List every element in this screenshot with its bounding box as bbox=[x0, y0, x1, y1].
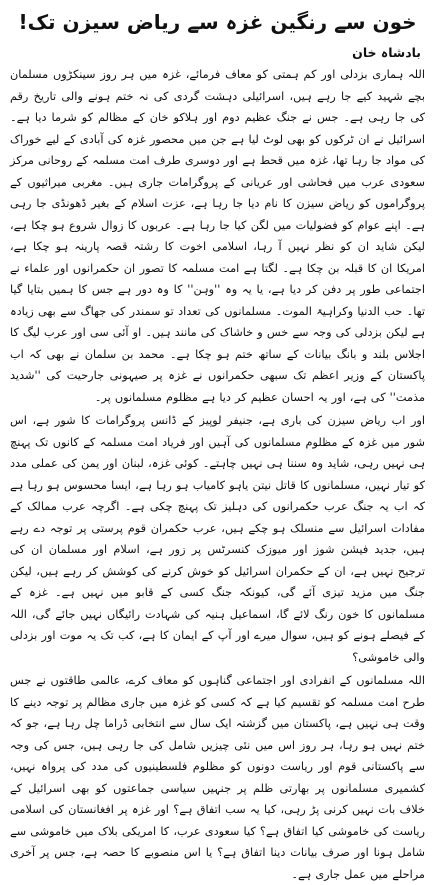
article-paragraph-3: اللہ مسلمانوں کے انفرادی اور اجتماعی گناہوں کو معاف کرے، عالمی طاقتوں نے جس طرح امت مسلمہ کو تقسیم کیا ہے کہ کسی کو غزہ میں جاری مظالم پر توجہ دینے کا وقت ہی نہیں ہے، پاکستان میں گزشتہ ایک سال سے انتخابی ڈراما چل رہا ہے، جو کہ ختم نہیں ہو رہا، ہر روز اس میں نئی چیزیں شامل کی جا رہی ہیں، جس کی وجہ سے پاکستانی قوم اور ریاست دونوں کو مظلوم فلسطینیوں کی مدد کی پرواہ نہیں، کشمیری مسلمانوں پر بھارتی ظلم پر جنہیں سیاسی جماعتوں کو بھی اسرائیل کے خلاف بات نہیں کرنی پڑ رہی، کیا یہ سب اتفاق ہے؟ اور غزہ پر افغانستان کی اسلامی ریاست کی خاموشی کیا اتفاق ہے؟ کیا سعودی عرب، کا امریکی بلاک میں خاموشی سے شامل ہونا اور صرف بیانات دینا اتفاق ہے؟ یا اس منصوبے کا حصہ ہے، جس پر آخری مراحلے میں عمل جاری ہے۔ bbox=[10, 674, 425, 881]
article-paragraph-1: اللہ ہماری بزدلی اور کم ہمتی کو معاف فرمائے، غزہ میں ہر روز سینکڑوں مسلمان بچے شہید کیے جا رہے ہیں، اسرائیلی دہشت گردی کی نہ ختم ہونے والی تاریخ رقم کی جا رہی ہے۔ جس نے جنگ عظیم دوم اور ہلاکو خان کے مظالم کو شرما دیا ہے۔ اسرائیل نے ان ٹرکوں کو بھی لوٹ لیا ہے جن میں محصور غزہ کی آبادی کے لیے خوراک کی مواد جا رہا تھا، غزہ میں قحط ہے اور دوسری طرف امت مسلمہ کے روحانی مرکز سعودی عرب میں فحاشی اور عریانی کے پروگرامات جاری ہیں۔ مغربی میراثیوں کے پروگراموں کو ریاض سیزن کا نام دیا جا رہا ہے، عزت اسلام کے بغیر ڈھونڈی جا رہی ہے۔ اپنے عوام کو فضولیات میں لگن کیا جا رہا ہے۔ عربوں کا زوال شروع ہو چکا ہے، لیکن شاید ان کو نظر نہیں آ رہا، اسلامی اخوت کا رشتہ قصہ پارینہ ہو چکا ہے، امریکا ان کا قبلہ بن چکا ہے۔ لگتا ہے امت مسلمہ کا تصور ان حکمرانوں اور علماء نے اجتماعی طور پر دفن کر دیا ہے، یا یہ وہ ''وہن'' کا وہ دور ہے جس کا ہمیں بتایا گیا تھا۔ حب الدنیا وکراہیۃ الموت۔ مسلمانوں کی تعداد تو سمندر کی جھاگ سے بھی زیادہ ہے لیکن بزدلی کی وجہ سے خس و خاشاک کی مانند ہیں۔ او آئی سی اور عرب لیگ کا اجلاس بلند و بانگ بیانات کے ساتھ ختم ہو چکا ہے۔ محمد بن سلمان نے بھی کہ اب پاکستان کے وزیر اعظم تک سبھی حکمرانوں نے غزہ پر صیہونی جارحیت کی ''شدید مذمت'' کی ہے، اور یہ احسان عظیم کر دیا ہے مظلوم مسلمانوں پر۔ bbox=[10, 68, 425, 404]
article-headline: خون سے رنگین غزہ سے ریاض سیزن تک! bbox=[18, 10, 417, 34]
author-byline: بادشاہ خان bbox=[352, 45, 421, 60]
article-body bbox=[10, 64, 425, 885]
article-paragraph-2: اور اب ریاض سیزن کی باری ہے، جنیفر لوپیز کے ڈانس پروگرامات کا شور ہے، اس شور میں غزہ کے مظلوم مسلمانوں کی آہیں اور فریاد امت مسلمہ کے کانوں تک پہنچ ہی نہیں رہی، شاید وہ سننا ہی نہیں چاہتے۔ کوئی غزہ، لبنان اور یمن کی عملی مدد کو تیار نہیں، مسلمانوں کا قاتل نیتن یاہو کامیاب ہو رہا ہے، ایسا محسوس ہو رہا ہے کہ اب یہ جنگ عرب حکمرانوں کی دہلیز تک پہنچ چکی ہے۔ اگرچہ عرب ممالک کے مفادات اسرائیل سے منسلک ہو چکے ہیں، عرب حکمران قوم پرستی پر توجہ دے رہے ہیں، جدید فیشن شوز اور میوزک کنسرٹس پر زور ہے، اسلام اور مسلمان ان کی ترجیح نہیں ہے، ان کے حکمران اسرائیل کو خوش کرنے کی کوشش کر رہے ہیں، لیکن جنگ میں مزید تیزی آئے گی، کیونکہ جنگ کسی کے قابو میں نہیں ہے۔ غزہ کے مسلمانوں کا خون رنگ لائے گا، اسماعیل ہنیہ کی شہادت رائیگاں نہیں جائے گی، اللہ کے فیصلے ہونے کو ہیں، سوال میرے اور آپ کے ایمان کا ہے، کب تک یہ موت اور بزدلی والی خاموشی؟ bbox=[10, 414, 425, 664]
